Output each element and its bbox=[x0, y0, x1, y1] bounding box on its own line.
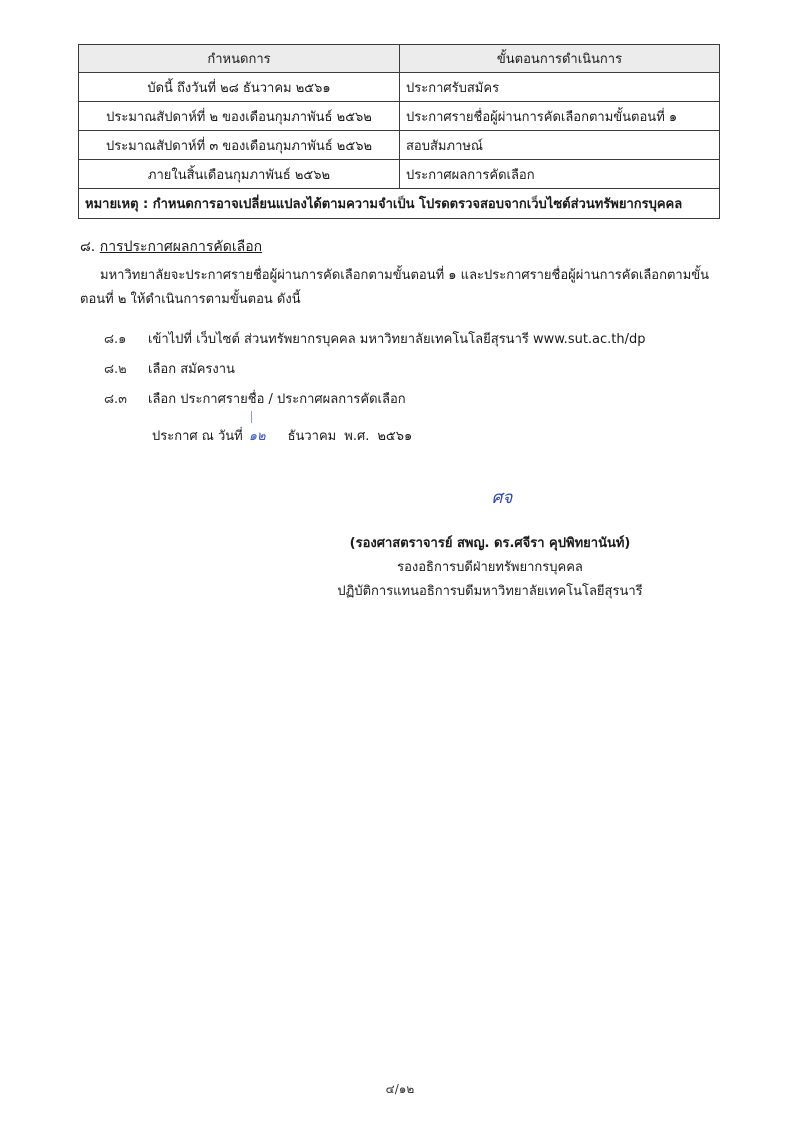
row-step: ประกาศผลการคัดเลือก bbox=[400, 160, 720, 189]
announcement-date bbox=[152, 425, 412, 446]
row-step: ประกาศรับสมัคร bbox=[400, 73, 720, 102]
header-schedule: กำหนดการ bbox=[79, 45, 400, 73]
announcement-year: ๒๕๖๑ bbox=[377, 429, 413, 444]
section-number: ๘. bbox=[80, 239, 96, 255]
table-note-row bbox=[79, 189, 720, 219]
table-header-row bbox=[79, 45, 720, 73]
row-step: ประกาศรายชื่อผู้ผ่านการคัดเลือกตามขั้นตอนที่ ๑ bbox=[400, 102, 720, 131]
table-row bbox=[79, 131, 720, 160]
header-procedure: ขั้นตอนการดำเนินการ bbox=[400, 45, 720, 73]
schedule-table bbox=[78, 44, 720, 219]
signatory-position: รองอธิการบดีฝ่ายทรัพยากรบุคคล bbox=[397, 560, 583, 575]
step-text: เลือก สมัครงาน bbox=[148, 361, 235, 377]
announcement-month: ธันวาคม bbox=[287, 429, 337, 444]
section-8-paragraph: มหาวิทยาลัยจะประกาศรายชื่อผู้ผ่านการคัดเลือกตามขั้นตอนที่ ๑ และประกาศรายชื่อผู้ผ่านการคัดเลือกตามขั้นตอนที่ ๒ ให้ดำเนินการตามขั้นตอน ดังนี้ bbox=[80, 268, 710, 307]
signatory-acting-for: ปฏิบัติการแทนอธิการบดีมหาวิทยาลัยเทคโนโลยีสุรนารี bbox=[337, 584, 643, 599]
announcement-prefix: ประกาศ ณ วันที่ bbox=[152, 429, 243, 444]
table-row bbox=[79, 73, 720, 102]
announcement-era: พ.ศ. bbox=[344, 429, 370, 444]
list-item bbox=[104, 383, 646, 413]
row-date: ภายในสิ้นเดือนกุมภาพันธ์ ๒๕๖๒ bbox=[79, 160, 400, 189]
row-step: สอบสัมภาษณ์ bbox=[400, 131, 720, 160]
row-date: ประมาณสัปดาห์ที่ ๓ ของเดือนกุมภาพันธ์ ๒๕๖๒ bbox=[79, 131, 400, 160]
section-8-heading bbox=[80, 236, 262, 258]
row-date: บัดนี้ ถึงวันที่ ๒๘ ธันวาคม ๒๕๖๑ bbox=[79, 73, 400, 102]
list-item bbox=[104, 353, 646, 383]
page-number: ๔/๑๒ bbox=[385, 1082, 415, 1096]
table-row bbox=[79, 160, 720, 189]
step-number: ๘.๒ bbox=[104, 361, 127, 377]
step-text: เข้าไปที่ เว็บไซต์ ส่วนทรัพยากรบุคคล มหาวิทยาลัยเทคโนโลยีสุรนารี www.sut.ac.th/dp bbox=[148, 331, 646, 347]
section-title: การประกาศผลการคัดเลือก bbox=[99, 239, 263, 255]
table-row bbox=[79, 102, 720, 131]
step-text: เลือก ประกาศรายชื่อ / ประกาศผลการคัดเลือก bbox=[148, 391, 406, 407]
step-number: ๘.๑ bbox=[104, 331, 127, 347]
handwritten-signature: ศจ bbox=[491, 488, 513, 508]
row-date: ประมาณสัปดาห์ที่ ๒ ของเดือนกุมภาพันธ์ ๒๕๖๒ bbox=[79, 102, 400, 131]
signatory-name: (รองศาสตราจารย์ สพญ. ดร.ศจีรา คุปพิทยานันท์) bbox=[349, 536, 631, 551]
signature-block bbox=[300, 480, 680, 604]
steps-list bbox=[104, 323, 646, 413]
schedule-note: หมายเหตุ : กำหนดการอาจเปลี่ยนแปลงได้ตามความจำเป็น โปรดตรวจสอบจากเว็บไซต์ส่วนทรัพยากรบุคคล bbox=[79, 189, 720, 219]
handwritten-day: ๑๒ bbox=[249, 425, 266, 446]
step-number: ๘.๓ bbox=[104, 391, 128, 407]
list-item bbox=[104, 323, 646, 353]
